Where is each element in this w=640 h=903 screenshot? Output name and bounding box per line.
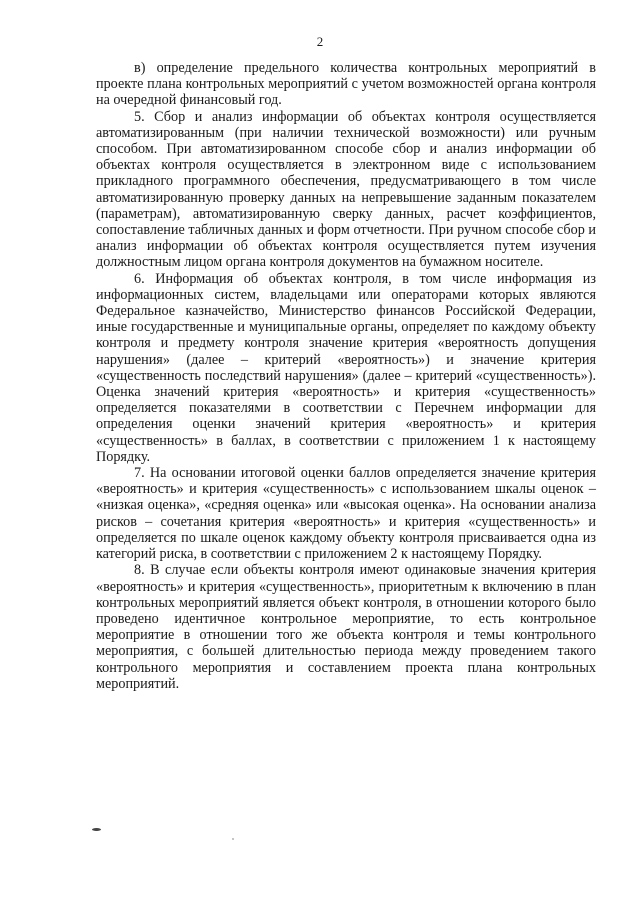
scan-speck (92, 828, 101, 831)
document-body (96, 60, 596, 692)
paragraph-6: 6. Информация об объектах контроля, в том числе информация из информационных систем, владельцами или операторами которых являются Федеральное казначейство, Министерство финансов Российской Федерации, иные государственные и муниципальные органы, определяет по каждому объекту контроля и предмету контроля значение критерия «вероятность допущения нарушения» (далее – критерий «вероятность») и значение критерия «существенность последствий нарушения» (далее – критерий «существенность»). Оценка значений критерия «вероятность» и критерия «существенность» определяется показателями в соответствии с Перечнем информации для определения оценки значений критерия «вероятность» и критерия «существенность» в баллах, в соответствии с приложением 1 к настоящему Порядку. (96, 270, 596, 465)
scan-speck (232, 838, 234, 840)
page-number: 2 (316, 34, 324, 49)
paragraph-5: 5. Сбор и анализ информации об объектах контроля осуществляется автоматизированным (при наличии технической возможности) или ручным способом. При автоматизированном способе сбор и анализ информации об объектах контроля осуществляется в электронном виде с использованием прикладного программного обеспечения, предусматривающего в том числе автоматизированную проверку данных на непревышение заданным показателем (параметрам), автоматизированную сверку данных, расчет коэффициентов, сопоставление табличных данных и форм отчетности. При ручном способе сбор и анализ информации об объектах контроля осуществляется путем изучения должностным лицом органа контроля документов на бумажном носителе. (96, 108, 596, 271)
paragraph-v: в) определение предельного количества контрольных мероприятий в проекте плана контрольных мероприятий с учетом возможностей органа контроля на очередной финансовый год. (96, 60, 596, 109)
paragraph-8: 8. В случае если объекты контроля имеют одинаковые значения критерия «вероятность» и критерия «существенность», приоритетным к включению в план контрольных мероприятий является объект контроля, в отношении которого было проведено идентичное контрольное мероприятие, то есть контрольное мероприятие в отношении того же объекта контроля и темы контрольного мероприятия, с большей длительностью периода между проведением такого контрольного мероприятия и составлением проекта плана контрольных мероприятий. (96, 562, 596, 692)
paragraph-7: 7. На основании итоговой оценки баллов определяется значение критерия «вероятность» и критерия «существенность» с использованием шкалы оценок – «низкая оценка», «средняя оценка» или «высокая оценка». На основании анализа рисков – сочетания критерия «вероятность» и критерия «существенность» и определяется по шкале оценок каждому объекту контроля присваивается одна из категорий риска, в соответствии с приложением 2 к настоящему Порядку. (96, 465, 596, 563)
